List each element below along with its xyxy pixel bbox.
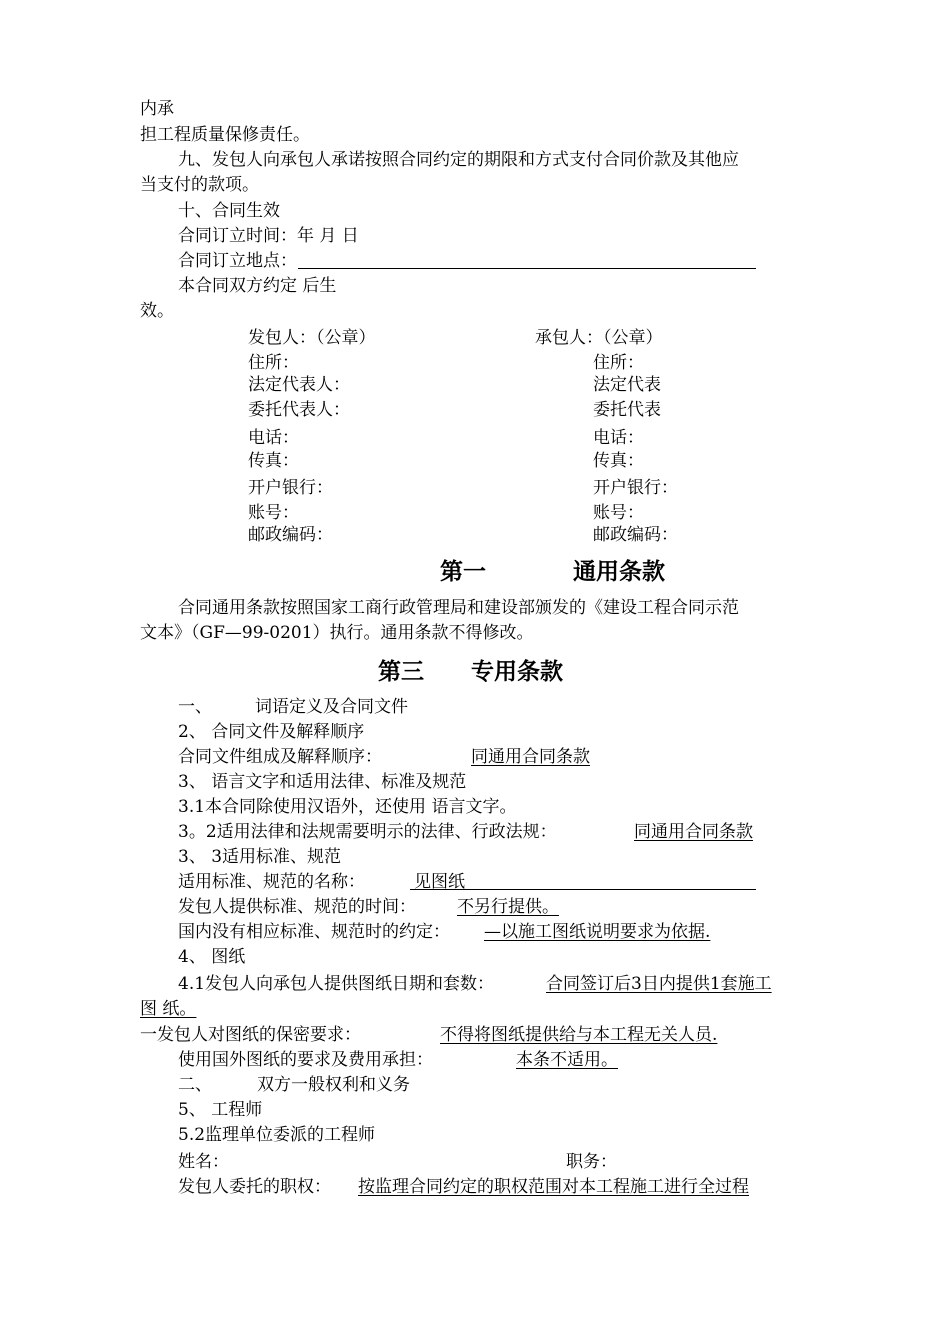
sign-right-field: 传真： [593,451,644,471]
section-heading-number: 第三 [378,659,424,685]
field-value: 本条不适用。 [516,1050,618,1070]
clause-title: 词语定义及合同文件 [255,697,408,717]
fill-in-line [410,889,756,890]
sign-right-field: 邮政编码： [593,525,678,545]
sign-left-field: 发包人：（公章） [248,328,376,348]
field-label: 姓名： [178,1152,229,1172]
section-heading-number: 第一 [440,559,486,585]
sign-right-field: 委托代表 [593,400,661,420]
field-value: 不得将图纸提供给与本工程无关人员. [440,1025,718,1045]
clause-number: 二、 [178,1075,212,1095]
field-value: 不另行提供。 [457,897,559,917]
field-value: —以施工图纸说明要求为依据. [484,922,711,942]
fill-in-line [298,268,756,269]
text-line: 内承 [140,99,174,119]
sign-right-field: 电话： [593,428,644,448]
field-label: 国内没有相应标准、规范时的约定： [178,922,450,942]
text-line: 合同订立时间：年 月 日 [178,226,359,246]
field-label: 使用国外图纸的要求及费用承担： [178,1050,433,1070]
sign-left-field: 开户银行： [248,478,333,498]
field-label: 4.1发包人向承包人提供图纸日期和套数： [178,974,495,994]
sign-right-field: 承包人：（公章） [535,328,663,348]
sign-right-field: 账号： [593,503,644,523]
sign-left-field: 电话： [248,428,299,448]
sign-right-field: 住所： [593,353,644,373]
field-value: 按监理合同约定的职权范围对本工程施工进行全过程 [358,1177,749,1197]
sign-left-field: 邮政编码： [248,525,333,545]
text-line: 当支付的款项。 [140,175,259,195]
sign-left-field: 住所： [248,353,299,373]
field-value: 同通用合同条款 [634,822,753,842]
clause-heading: 5.2监理单位委派的工程师 [178,1125,376,1145]
clause-heading: 2、 合同文件及解释顺序 [178,722,365,742]
text-line: 本合同双方约定 后生 [178,276,337,296]
sign-left-field: 传真： [248,451,299,471]
clause-title: 双方一般权利和义务 [257,1075,410,1095]
clause-heading: 3、 3适用标准、规范 [178,847,342,867]
section-heading-title: 通用条款 [573,559,665,585]
field-label: 适用标准、规范的名称： [178,872,365,892]
sign-left-field: 委托代表人： [248,400,350,420]
sign-right-field: 开户银行： [593,478,678,498]
paragraph-line: 文本》（GF—99-0201）执行。通用条款不得修改。 [140,623,534,643]
clause-heading: 3、 语言文字和适用法律、标准及规范 [178,772,467,792]
field-value: 同通用合同条款 [471,747,590,767]
text-line: 九、发包人向承包人承诺按照合同约定的期限和方式支付合同价款及其他应 [178,150,739,170]
sign-left-field: 法定代表人： [248,375,350,395]
sign-right-field: 法定代表 [593,375,661,395]
field-value: 图 纸。 [140,999,197,1019]
clause-heading: 4、 图纸 [178,947,246,967]
field-label: 职务： [566,1152,617,1172]
text-line: 担工程质量保修责任。 [140,125,310,145]
paragraph-line: 合同通用条款按照国家工商行政管理局和建设部颁发的《建设工程合同示范 [178,598,739,618]
clause-number: 一、 [178,697,212,717]
field-label: 发包人委托的职权： [178,1177,331,1197]
text-line: 十、合同生效 [178,201,280,221]
text-line: 效。 [140,301,174,321]
section-heading-title: 专用条款 [471,659,563,685]
sign-left-field: 账号： [248,503,299,523]
field-label: 发包人提供标准、规范的时间： [178,897,416,917]
clause-heading: 5、 工程师 [178,1100,263,1120]
clause-text: 3.1本合同除使用汉语外，还使用 语言文字。 [178,797,517,817]
field-label: 3。2适用法律和法规需要明示的法律、行政法规： [178,822,557,842]
field-value: 合同签订后3日内提供1套施工 [546,974,772,994]
field-label: 合同文件组成及解释顺序： [178,747,382,767]
field-value: 见图纸 [414,872,465,892]
text-line: 合同订立地点： [178,251,297,271]
field-label: 一发包人对图纸的保密要求： [140,1025,361,1045]
